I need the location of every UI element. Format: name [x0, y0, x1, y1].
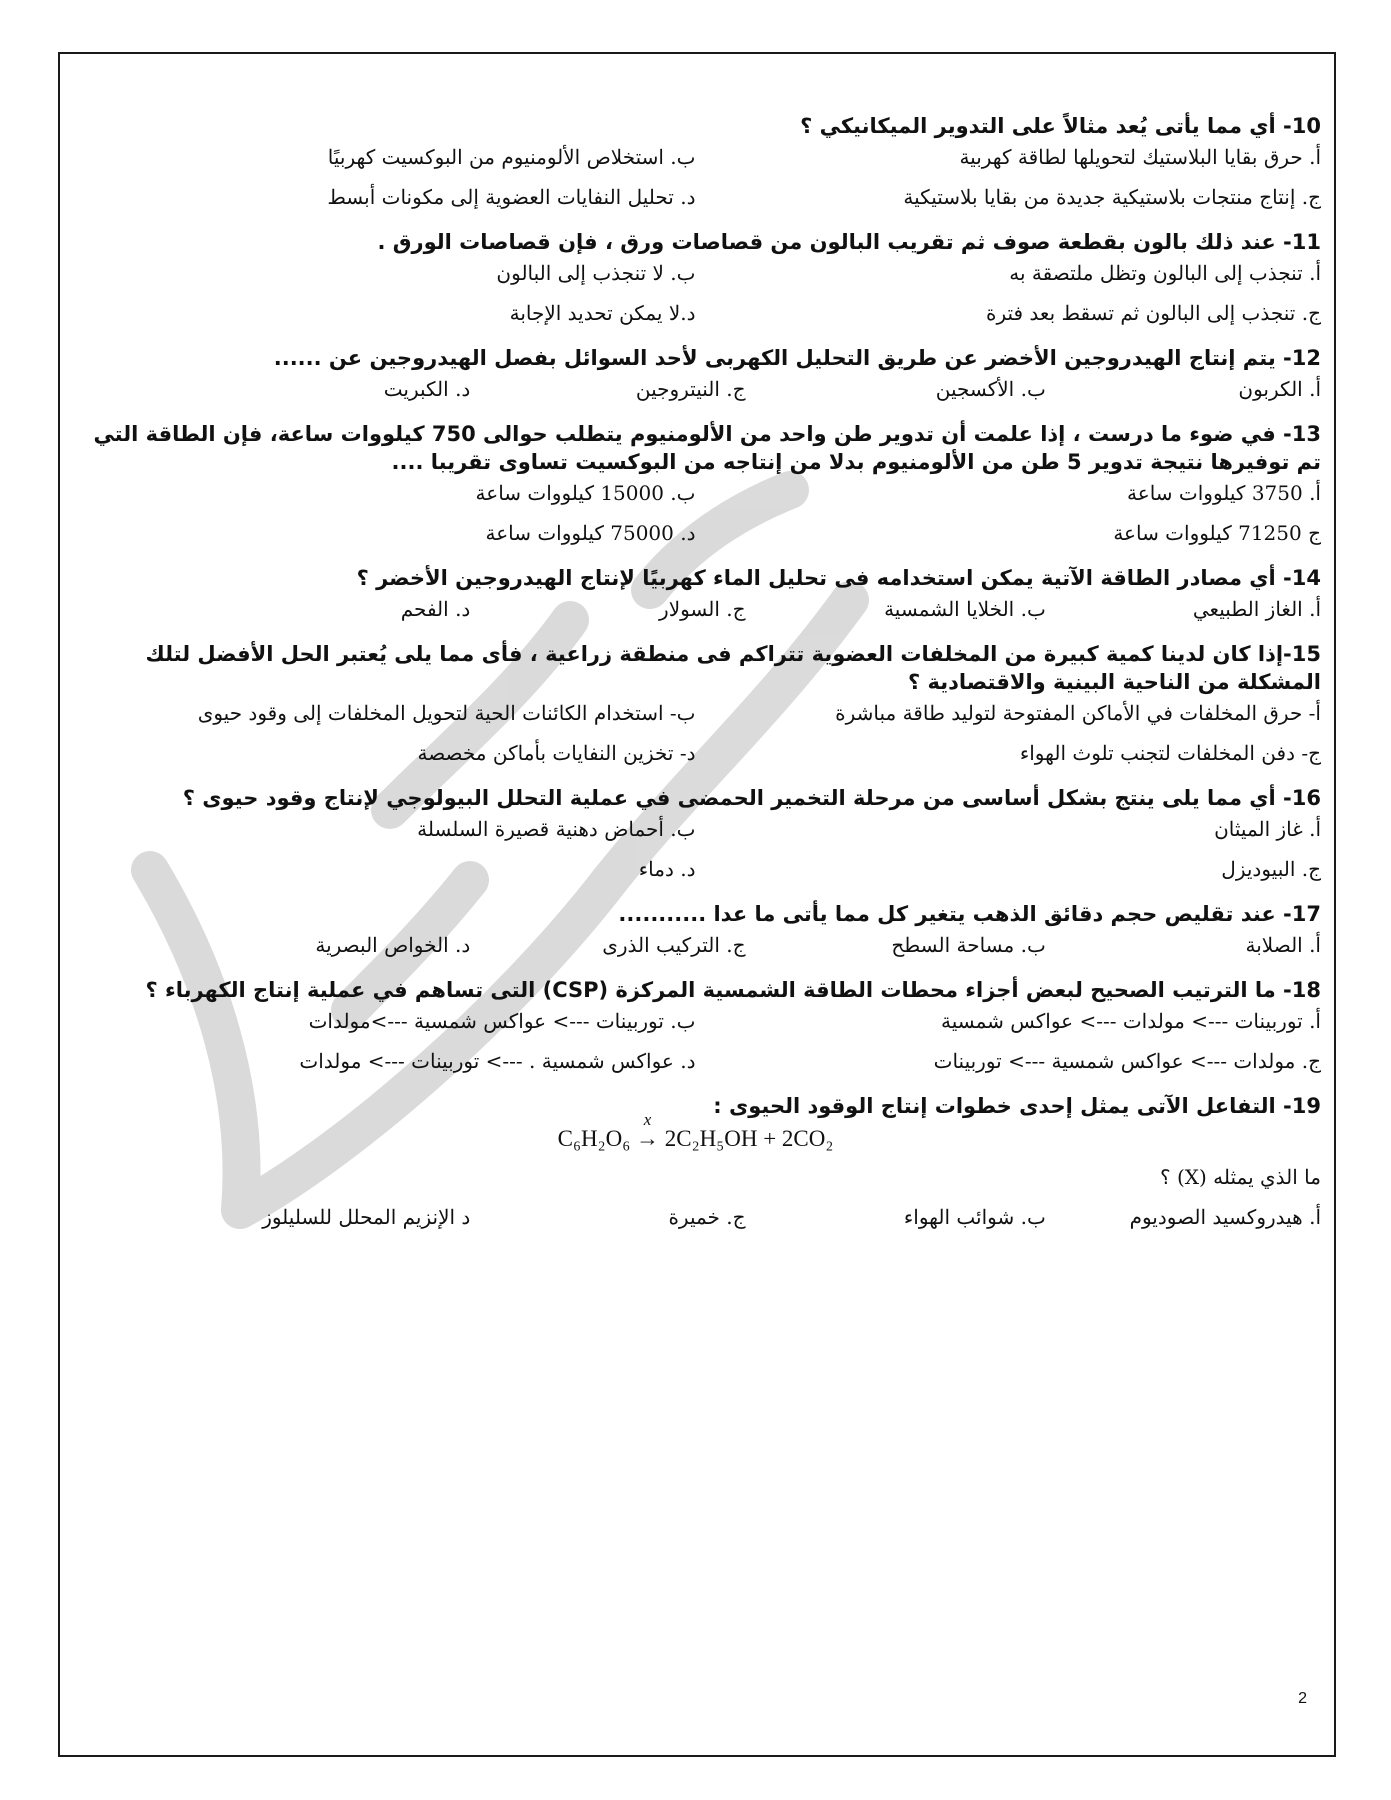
- option-d[interactable]: د. تحليل النفايات العضوية إلى مكونات أبسط: [327, 185, 696, 209]
- option-c[interactable]: ج- دفن المخلفات لتجنب تلوث الهواء: [1019, 741, 1321, 765]
- option-b[interactable]: ب. لا تنجذب إلى البالون: [496, 261, 696, 285]
- question-stem: 19- التفاعل الآتى يمثل إحدى خطوات إنتاج الوقود الحيوى :: [713, 1094, 1321, 1118]
- question-stem: 13- في ضوء ما درست ، إذا علمت أن تدوير طن واحد من الألومنيوم يتطلب حوالى 750 كيلووات ساعة، فإن الطاقة التي تم توفيرها نتيجة تدوير 5 طن من الألومنيوم بدلا من إنتاجه من البوكسيت تساوى تقريبا ....: [93, 422, 1321, 474]
- option-c[interactable]: ج. النيتروجين: [635, 377, 746, 401]
- equation-catalyst: x: [643, 1110, 652, 1129]
- option-a[interactable]: أ. الصلابة: [1245, 933, 1321, 957]
- option-d[interactable]: د. الكبريت: [383, 377, 471, 401]
- option-b[interactable]: ب. شوائب الهواء: [903, 1205, 1046, 1229]
- options-row: [70, 142, 1321, 172]
- option-c[interactable]: ج 71250 كيلووات ساعة: [1113, 521, 1321, 545]
- option-d[interactable]: د الإنزيم المحلل للسليلوز: [262, 1205, 471, 1229]
- question-stem: 14- أي مصادر الطاقة الآتية يمكن استخدامه فى تحليل الماء كهربيًا لإنتاج الهيدروجين الأخضر ؟: [356, 566, 1321, 590]
- options-row: [70, 930, 1321, 960]
- option-a[interactable]: أ. توربينات ---> مولدات ---> عواكس شمسية: [940, 1009, 1321, 1033]
- options-row: [70, 182, 1321, 212]
- question-stem: 11- عند ذلك بالون بقطعة صوف ثم تقريب البالون من قصاصات ورق ، فإن قصاصات الورق .: [377, 230, 1321, 254]
- option-d[interactable]: د- تخزين النفايات بأماكن مخصصة: [417, 741, 696, 765]
- options-row: [70, 518, 1321, 548]
- options-row: [70, 594, 1321, 624]
- option-a[interactable]: أ. حرق بقايا البلاستيك لتحويلها لطاقة كهربية: [959, 145, 1321, 169]
- option-c[interactable]: ج. مولدات ---> عواكس شمسية ---> توربينات: [933, 1049, 1321, 1073]
- option-d[interactable]: د. دماء: [638, 857, 696, 881]
- option-c[interactable]: ج. تنجذب إلى البالون ثم تسقط بعد فترة: [985, 301, 1321, 325]
- question-stem: 16- أي مما يلى ينتج بشكل أساسى من مرحلة التخمير الحمضى في عملية التحلل البيولوجي لإنتاج وقود حيوى ؟: [182, 786, 1321, 810]
- question-stem: 10- أي مما يأتى يُعد مثالاً على التدوير الميكانيكي ؟: [800, 114, 1321, 138]
- options-row: [70, 298, 1321, 328]
- option-a[interactable]: أ. 3750 كيلووات ساعة: [1127, 481, 1321, 505]
- question-11: [70, 228, 1321, 328]
- question-17: [70, 900, 1321, 960]
- option-b[interactable]: ب. مساحة السطح: [891, 933, 1046, 957]
- question-stem: 15-إذا كان لدينا كمية كبيرة من المخلفات العضوية تتراكم فى منطقة زراعية ، فأى مما يلى يُعتبر الحل الأفضل لتلك المشكلة من الناحية البينية والاقتصادية ؟: [145, 642, 1321, 694]
- option-b[interactable]: ب- استخدام الكائنات الحية لتحويل المخلفات إلى وقود حيوى: [197, 701, 696, 725]
- question-12: [70, 344, 1321, 404]
- question-10: [70, 112, 1321, 212]
- question-19: [70, 1092, 1321, 1232]
- option-a[interactable]: أ. هيدروكسيد الصوديوم: [1129, 1205, 1321, 1229]
- question-13: [70, 420, 1321, 548]
- question-18: [70, 976, 1321, 1076]
- options-row: [70, 854, 1321, 884]
- option-c[interactable]: ج. إنتاج منتجات بلاستيكية جديدة من بقايا بلاستيكية: [903, 185, 1321, 209]
- question-stem: 12- يتم إنتاج الهيدروجين الأخضر عن طريق التحليل الكهربى لأحد السوائل بفصل الهيدروجين عن ......: [273, 346, 1321, 370]
- question-14: [70, 564, 1321, 624]
- option-c[interactable]: ج. خميرة: [668, 1205, 746, 1229]
- options-row: [70, 738, 1321, 768]
- question-prompt: ما الذي يمثله (X) ؟: [1159, 1165, 1321, 1189]
- options-row: [70, 374, 1321, 404]
- arrow-icon: →: [635, 1126, 659, 1151]
- question-stem: 18- ما الترتيب الصحيح لبعض أجزاء محطات الطاقة الشمسية المركزة (CSP) التى تساهم في عملية إنتاج الكهرباء ؟: [145, 978, 1321, 1002]
- options-row: [70, 1202, 1321, 1232]
- page-number: 2: [1298, 1690, 1307, 1707]
- options-row: [70, 1046, 1321, 1076]
- option-a[interactable]: أ. تنجذب إلى البالون وتظل ملتصقة به: [1009, 261, 1321, 285]
- equation-right: 2C₂H₅OH + 2CO₂: [664, 1126, 834, 1151]
- equation-arrow: [635, 1110, 659, 1152]
- options-row: [70, 814, 1321, 844]
- question-stem: 17- عند تقليص حجم دقائق الذهب يتغير كل مما يأتى ما عدا ...........: [618, 902, 1321, 926]
- options-row: [70, 258, 1321, 288]
- chemical-equation: [70, 1110, 1321, 1152]
- option-b[interactable]: ب. استخلاص الألومنيوم من البوكسيت كهربيًا: [327, 145, 696, 169]
- option-b[interactable]: ب. 15000 كيلووات ساعة: [475, 481, 696, 505]
- option-a[interactable]: أ. غاز الميثان: [1214, 817, 1321, 841]
- option-d[interactable]: د. 75000 كيلووات ساعة: [485, 521, 696, 545]
- question-list: [70, 112, 1321, 1248]
- equation-left: C₆H₂O₆: [557, 1126, 631, 1151]
- options-row: [70, 478, 1321, 508]
- option-c[interactable]: ج. البيوديزل: [1221, 857, 1321, 881]
- option-a[interactable]: أ. الغاز الطبيعي: [1192, 597, 1321, 621]
- option-b[interactable]: ب. الخلايا الشمسية: [884, 597, 1046, 621]
- options-row: [70, 698, 1321, 728]
- option-b[interactable]: ب. الأكسجين: [935, 377, 1046, 401]
- option-d[interactable]: د. الخواص البصرية: [315, 933, 471, 957]
- question-15: [70, 640, 1321, 768]
- option-c[interactable]: ج. التركيب الذرى: [602, 933, 746, 957]
- option-d[interactable]: د.لا يمكن تحديد الإجابة: [509, 301, 696, 325]
- option-a[interactable]: أ- حرق المخلفات في الأماكن المفتوحة لتوليد طاقة مباشرة: [835, 701, 1321, 725]
- option-b[interactable]: ب. أحماض دهنية قصيرة السلسلة: [417, 817, 696, 841]
- option-a[interactable]: أ. الكربون: [1238, 377, 1321, 401]
- question-16: [70, 784, 1321, 884]
- options-row: [70, 1006, 1321, 1036]
- option-d[interactable]: د. الفحم: [400, 597, 471, 621]
- option-d[interactable]: د. عواكس شمسية . ---> توربينات ---> مولدات: [299, 1049, 696, 1073]
- option-b[interactable]: ب. توربينات ---> عواكس شمسية --->مولدات: [308, 1009, 696, 1033]
- option-c[interactable]: ج. السولار: [659, 597, 746, 621]
